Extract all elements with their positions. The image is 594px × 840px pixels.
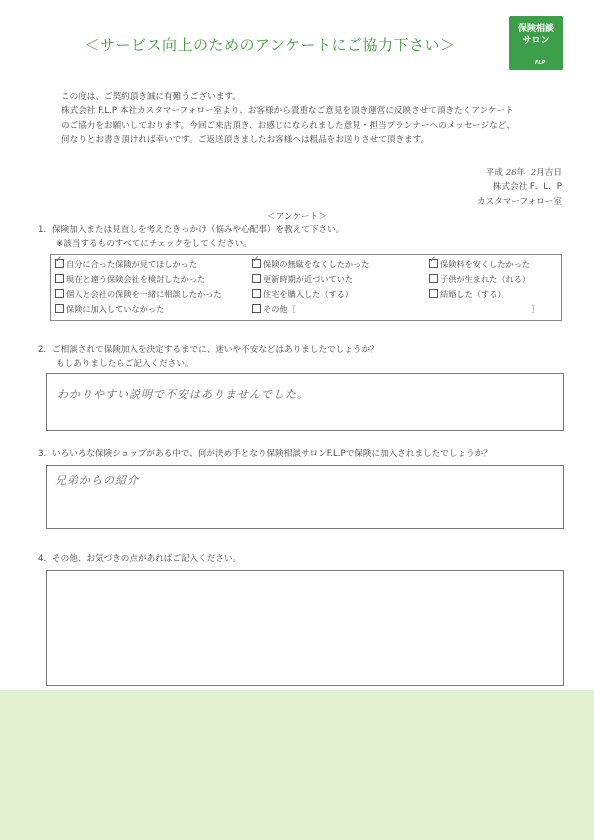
checkbox[interactable] bbox=[252, 289, 261, 298]
answer-box-4[interactable] bbox=[46, 570, 564, 686]
intro-line: のご協力をお願いしております。今回ご来店頂き、お感じになられました意見・担当プランナーへのメッセージなど、 bbox=[61, 120, 515, 131]
question-1: 1．保険加入または見直しを考えたきっかけ（悩みや心配事）を教えて下さい。 bbox=[38, 225, 345, 235]
answer-2-handwriting: わかりやすい説明で不安はありませんでした。 bbox=[57, 388, 309, 401]
option-lower-premium[interactable]: ✓ 保険料を安くしたかった bbox=[429, 255, 531, 269]
survey-heading: ＜アンケート＞ bbox=[267, 212, 327, 222]
checkbox[interactable] bbox=[55, 304, 64, 313]
option-other-company[interactable]: 現在と違う保険会社を検討したかった bbox=[55, 274, 205, 285]
department-name: カスタマーフォロー室 bbox=[476, 196, 562, 207]
question-2: 2．ご相談されて保険加入を決定するまでに、迷いや不安などはありましたでしょうか？ bbox=[38, 345, 379, 355]
intro-line: 株式会社 F.L.P 本社カスタマーフォロー室より、お客様から貴重なご意見を頂き運営に反映させて頂きたくアンケート bbox=[61, 106, 514, 117]
checkbox[interactable] bbox=[55, 274, 64, 283]
check-mark-icon: ✓ bbox=[252, 255, 260, 265]
answer-box-3[interactable] bbox=[46, 465, 564, 529]
option-personal-corporate[interactable]: 個人と会社の保険を一緒に相談したかった bbox=[55, 289, 222, 300]
answer-3-handwriting: 兄弟からの紹介 bbox=[55, 474, 139, 487]
date-year-unit: 年 bbox=[516, 168, 526, 178]
option-renewal[interactable]: 更新時期が近づいていた bbox=[252, 274, 353, 285]
option-not-insured[interactable]: 保険に加入していなかった bbox=[55, 304, 164, 315]
logo bbox=[509, 16, 563, 70]
date-month: 2 bbox=[530, 168, 537, 178]
question-1-note: ※該当するものすべてにチェックをしてください。 bbox=[56, 239, 252, 249]
check-mark-icon: ✓ bbox=[55, 255, 63, 265]
logo-line1: 保険相談 bbox=[517, 24, 554, 34]
checkbox[interactable] bbox=[55, 289, 64, 298]
check-mark-icon: ✓ bbox=[429, 255, 437, 265]
checkbox[interactable] bbox=[252, 274, 261, 283]
answer-box-2[interactable] bbox=[46, 373, 564, 431]
option-reduce-waste[interactable]: ✓ 保険の無駄をなくしたかった bbox=[252, 255, 370, 269]
page-title: ＜サービス向上のためのアンケートにご協力下さい＞ bbox=[84, 36, 456, 54]
option-other-bracket-close: ］ bbox=[531, 304, 540, 314]
option-child-born[interactable]: 子供が生まれた（れる） bbox=[429, 274, 530, 285]
checkbox[interactable] bbox=[252, 304, 261, 313]
question-2-sub: もしありましたらご記入ください。 bbox=[56, 359, 194, 369]
option-fit-insurance[interactable]: ✓ 自分に合った保険が見てほしかった bbox=[55, 255, 198, 269]
intro-line: この度は、ご契約頂き誠に有難うございます。 bbox=[61, 92, 241, 102]
question-3: 3．いろいろな保険ショップがある中で、何が決め手となり保険相談サロンF.L.Pで保険に加入されましたでしょうか？ bbox=[38, 449, 492, 459]
option-married[interactable]: 結婚した（する） bbox=[429, 289, 506, 300]
option-house-purchase[interactable]: 住宅を購入した（する） bbox=[252, 289, 353, 300]
checkbox[interactable] bbox=[55, 255, 64, 268]
question-4: 4．その他、お気づきの点があればご記入ください。 bbox=[38, 554, 242, 564]
date-era: 平成 bbox=[485, 168, 503, 178]
logo-small: FLP bbox=[535, 60, 546, 66]
intro-line: 何なりとお書き頂ければ幸いです。ご返送頂きましたお客様へは粗品をお送りさせて頂きます。 bbox=[61, 135, 430, 146]
checkbox[interactable] bbox=[252, 255, 261, 268]
date-line bbox=[477, 166, 562, 180]
company-name: 株式会社 F．L．P bbox=[492, 182, 562, 193]
logo-line2: サロン bbox=[522, 36, 550, 46]
checkbox[interactable] bbox=[429, 289, 438, 298]
checkbox[interactable] bbox=[429, 255, 438, 268]
intro-text bbox=[61, 90, 581, 148]
date-month-unit: 月吉日 bbox=[536, 168, 562, 178]
date-block bbox=[477, 166, 562, 209]
checkbox[interactable] bbox=[429, 274, 438, 283]
date-year: 26 bbox=[505, 168, 517, 178]
background-band bbox=[0, 690, 594, 840]
option-other[interactable]: その他［ bbox=[252, 304, 296, 315]
checkbox-grid bbox=[50, 254, 562, 321]
